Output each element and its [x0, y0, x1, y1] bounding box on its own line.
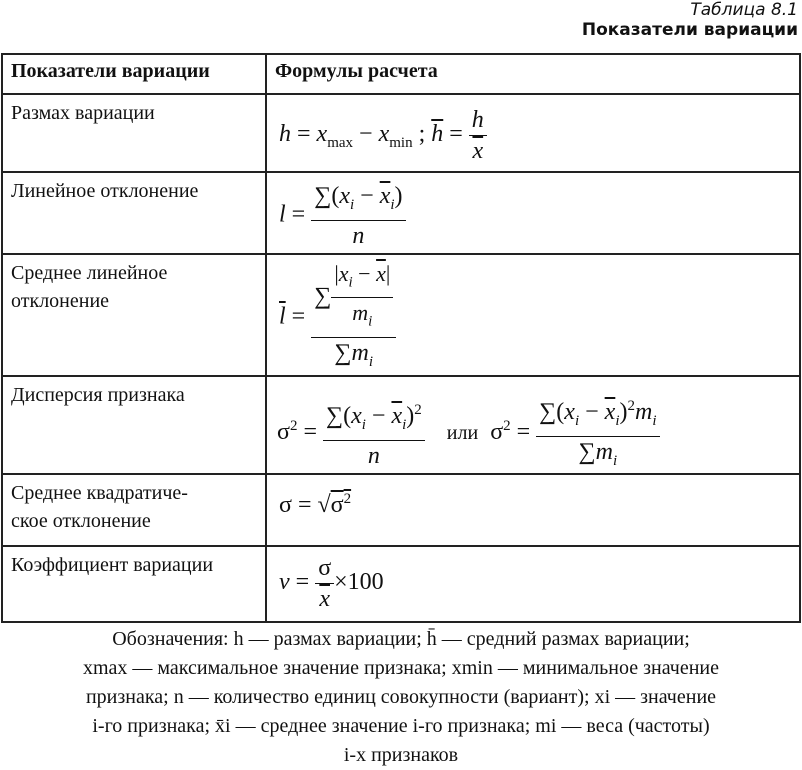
notes-line: Обозначения: h — размах вариации; h̄ — средний размах вариации;: [112, 628, 690, 650]
row-name: Дисперсия признака: [2, 376, 266, 474]
formula-mean-linear: $\overline{l}$ = ∑ $\frac{|x_i - \overline{x}|}{m_i}$ $\sum m_i$: [266, 254, 800, 376]
table-title: Показатели вариации: [581, 20, 798, 40]
table-number: Таблица 8.1: [690, 0, 798, 20]
row-name-line: отклонение: [11, 290, 110, 312]
formula-variance: $\sigma^2$ = $\frac{\sum(x_i - \overline{x}_i)^2}{n}$ или $\sigma^2$ = $\frac{\sum(x_i - \overline{x}_i)^2m_i}{\sum m_i}$: [266, 376, 800, 474]
notation-notes: [0, 625, 802, 770]
table-row: [2, 474, 800, 546]
table-header-row: [2, 54, 800, 94]
table-row: [2, 254, 800, 376]
formula-range: $h = x_{max} - x_{min}$ ; $\overline{h}$ = $\frac{h}{x}$: [266, 94, 800, 172]
or-label: или: [446, 421, 479, 444]
notes-line: xmax — максимальное значение признака; xmin — минимальное значение: [82, 657, 720, 679]
row-name-line: Среднее квадратиче-: [11, 482, 188, 504]
row-name: Линейное отклонение: [2, 172, 266, 254]
notes-line: признака; n — количество единиц совокупности (вариант); xi — значение: [85, 686, 717, 708]
formula-std-dev: $\sigma = √\sigma^2$: [266, 474, 800, 546]
table-row: [2, 546, 800, 622]
notes-line: i-х признаков: [343, 744, 459, 766]
formula-coef-variation: v = $\frac{\sigma}{x}$ ×100: [266, 546, 800, 622]
row-name-line: ское отклонение: [11, 510, 151, 532]
row-name: [2, 254, 266, 376]
row-name: [2, 474, 266, 546]
table-row: [2, 376, 800, 474]
row-name-line: Среднее линейное: [11, 262, 168, 284]
table-row: [2, 172, 800, 254]
header-formula: Формулы расчета: [266, 54, 800, 94]
row-name: Размах вариации: [2, 94, 266, 172]
header-indicator: Показатели вариации: [2, 54, 266, 94]
variation-table: [1, 53, 801, 623]
notes-line: i-го признака; x̄i — среднее значение i-го признака; mi — веса (частоты): [92, 715, 710, 737]
row-name: Коэффициент вариации: [2, 546, 266, 622]
formula-linear: l = $\frac{\sum(x_i - \overline{x}_i)}{n}$: [266, 172, 800, 254]
table-row: [2, 94, 800, 172]
